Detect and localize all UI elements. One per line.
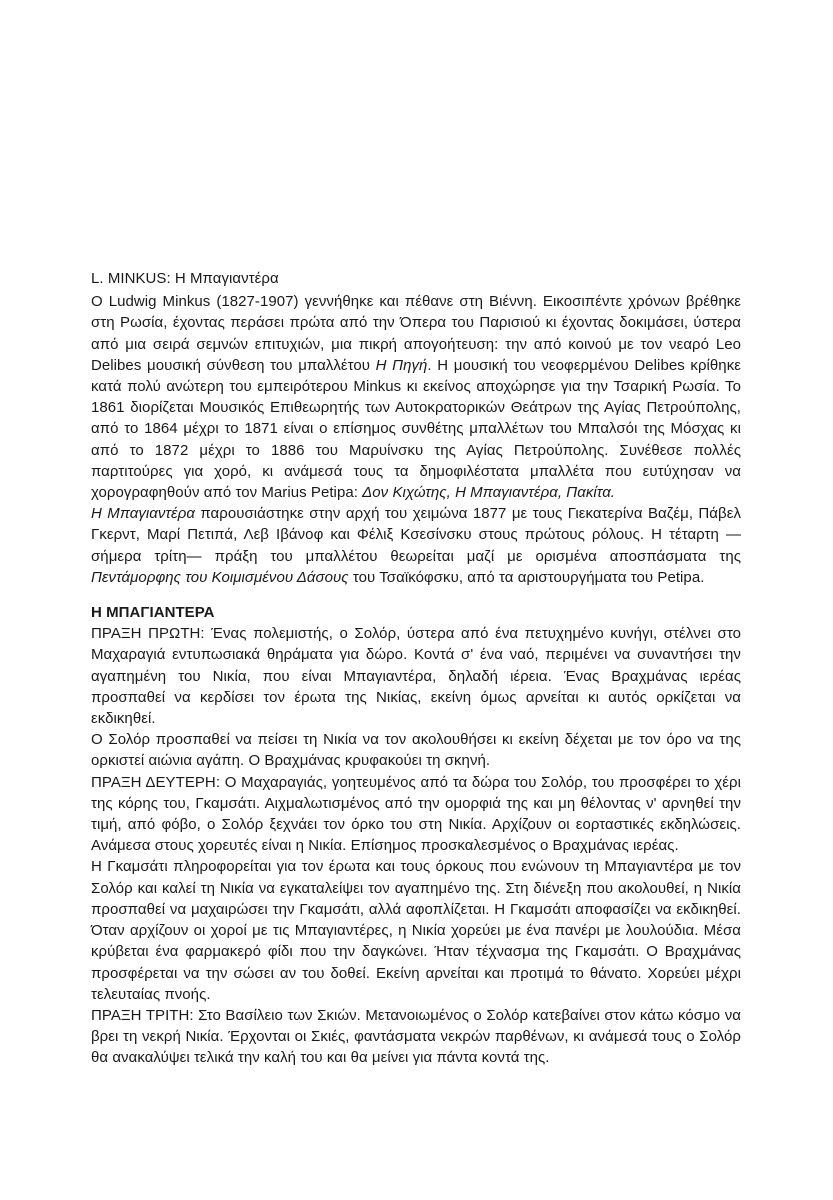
intro-text-2a: παρουσιάστηκε στην αρχή του χειμώνα 1877 με τους Γιεκατερίνα Βαζέμ, Πάβελ Γκερντ, Μαρί Πετιπά, Λεβ Ιβάνοφ και Φέλιξ Κσεσίνσκυ στους πρώτους ρόλους. Η τέταρτη —σήμερα τρίτη— πράξη του μπαλλέτου θεωρείται μαζί με ορισμένα αποσπάσματα της [91, 505, 741, 565]
act-two-paragraph-2: Η Γκαμσάτι πληροφορείται για τον έρωτα και τους όρκους που ενώνουν τη Μπαγιαντέρα με τον Σολόρ και καλεί τη Νικία να εγκαταλείψει τον αγαπημένο της. Στη διένεξη που ακολουθεί, η Νικία προσπαθεί να μαχαιρώσει την Γκαμσάτι, αλλά αφοπλίζεται. Η Γκαμσάτι αποφασίζει να εκδικηθεί. Όταν αρχίζουν οι χοροί με τις Μπαγιαντέρες, η Νικία χορεύει με ένα πανέρι με λουλούδια. Μέσα κρύβεται ένα φαρμακερό φίδι που την δαγκώνει. Ήταν τέχνασμα της Γκαμσάτι. Ο Βραχμάνας προσφέρεται να την σώσει αν του δοθεί. Εκείνη αρνείται και προτιμά το θάνατο. Χορεύει μέχρι τελευταίας πνοής. [91, 858, 741, 1003]
act-two-paragraph: ΠΡΑΞΗ ΔΕΥΤΕΡΗ: Ο Μαχαραγιάς, γοητευμένος από τα δώρα του Σολόρ, του προσφέρει το χέρι της κόρης του, Γκαμσάτι. Αιχμαλωτισμένος από την ομορφιά της και μη θέλοντας ν' αρνηθεί την τιμή, από φόβο, ο Σολόρ ξεχνάει τον όρκο του στη Νικία. Αρχίζουν οι εορταστικές εκδηλώσεις. Ανάμεσα στους χορευτές είναι η Νικία. Επίσημος προσκαλεσμένος ο Βραχμάνας ιερέας. [91, 773, 741, 855]
act-three-paragraph: ΠΡΑΞΗ ΤΡΙΤΗ: Στο Βασίλειο των Σκιών. Μετανοιωμένος ο Σολόρ κατεβαίνει στον κάτω κόσμο να βρει τη νεκρή Νικία. Έρχονται οι Σκιές, φαντάσματα νεκρών παρθένων, κι ανάμεσά τους ο Σολόρ θα ανακαλύψει τελικά την καλή του και θα μείνει για πάντα κοντά της. [91, 1006, 741, 1067]
act-one-paragraph: ΠΡΑΞΗ ΠΡΩΤΗ: Ένας πολεμιστής, ο Σολόρ, ύστερα από ένα πετυχημένο κυνήγι, στέλνει στο Μαχαραγιά εντυπωσιακά θηράματα για δώρο. Κοντά σ' ένα ναό, περιμένει να συναντήσει την αγαπημένη του Νικία, που είναι Μπαγιαντέρα, δηλαδή ιέρεια. Ένας Βραχμάνας ιερέας προσπαθεί να κερδίσει τον έρωτα της Νικίας, εκείνη όμως αρνείται κι αυτός ορκίζεται να εκδικηθεί. [91, 625, 741, 728]
intro-title-pigi: Η Πηγή [375, 356, 428, 374]
intro-text-2b: του Τσαϊκόφσκυ, από τα αριστουργήματα του Petipa. [348, 568, 705, 586]
composer-heading: L. MINKUS: Η Μπαγιαντέρα [91, 270, 279, 287]
intro-title-bayadere: Η Μπαγιαντέρα [91, 505, 195, 523]
intro-paragraph-2 [91, 503, 741, 588]
document-page [91, 268, 741, 1069]
intro-text-1b: . Η μουσική του νεοφερμένου Delibes κρίθηκε κατά πολύ ανώτερη του εμπειρότερου Minkus κι εκείνος αποχώρησε για την Τσαρική Ρωσία. Το 1861 διορίζεται Μουσικός Επιθεωρητής των Αυτοκρατορικών Θεάτρων της Αγίας Πετρούπολης, από το 1864 μέχρι το 1871 είναι ο επίσημος συνθέτης μπαλλέτων του Μπαλσόι της Μόσχας κι από το 1872 μέχρι το 1886 του Μαρυίνσκυ της Αγίας Πετρούπολης. Συνέθεσε πολλές παρτιτούρες για χορό, κι ανάμεσά τους τα δημοφιλέστατα μπαλλέτα που ευτύχησαν να χορογραφηθούν από τον Marius Petipa: [91, 356, 741, 502]
act-one-paragraph-2: Ο Σολόρ προσπαθεί να πείσει τη Νικία να τον ακολουθήσει κι εκείνη δέχεται με τον όρο να της ορκιστεί αιώνια αγάπη. Ο Βραχμάνας κρυφακούει τη σκηνή. [91, 731, 741, 770]
intro-ballet-titles: Δον Κιχώτης, Η Μπαγιαντέρα, Πακίτα. [362, 484, 616, 502]
synopsis-heading: Η ΜΠΑΓΙΑΝΤΕΡΑ [91, 604, 215, 622]
intro-paragraph-1 [91, 291, 741, 503]
intro-text-1a: Ο Ludwig Minkus (1827-1907) γεννήθηκε και πέθανε στη Βιέννη. Εικοσιπέντε χρόνων βρέθηκε στη Ρωσία, έχοντας περάσει πρώτα από την Όπερα του Παρισιού κι έχοντας δοκιμάσει, ύστερα από μια σειρά σεμνών επιτυχιών, μια πικρή απογοήτευση: την από κοινού με τον νεαρό Leo Delibes μουσική σύνθεση του μπαλλέτου [91, 293, 741, 374]
intro-title-sleeping-beauty: Πεντάμορφης του Κοιμισμένου Δάσους [91, 568, 349, 586]
